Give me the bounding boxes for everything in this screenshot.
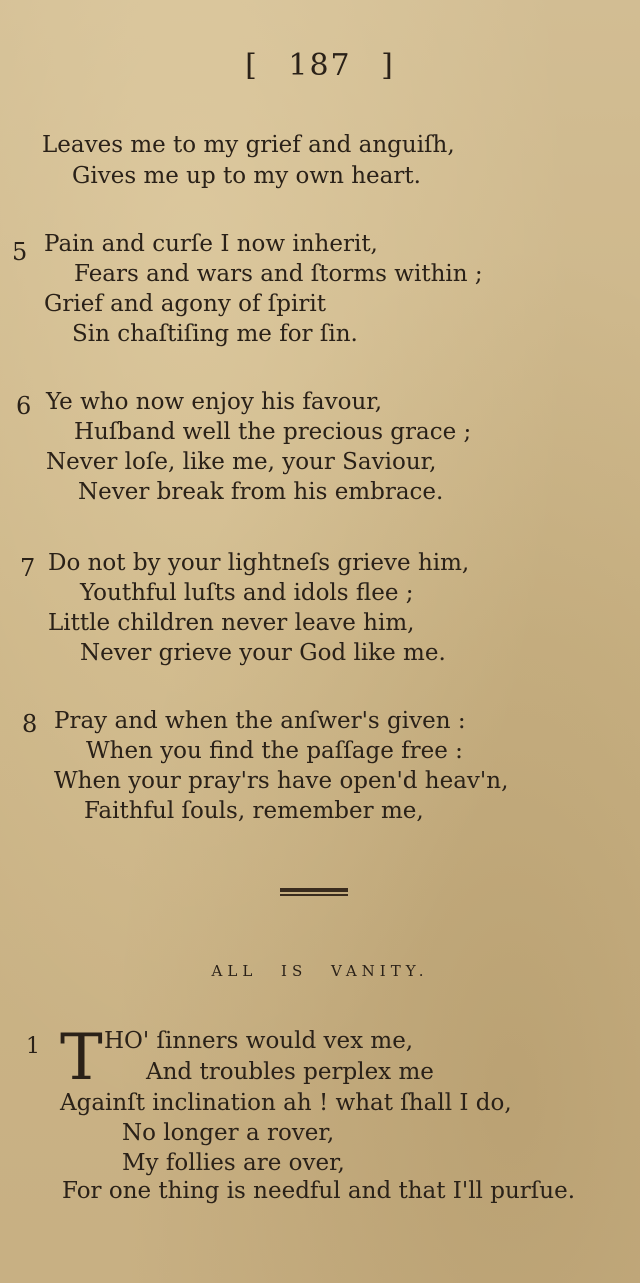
divider-rule-thin	[280, 894, 348, 896]
verse-line: Ye who now enjoy his favour,	[46, 389, 383, 415]
verse-line: Pray and when the anſwer's given :	[54, 708, 466, 734]
verse-line: No longer a rover,	[122, 1120, 335, 1146]
verse-line: Little children never leave him,	[48, 610, 415, 636]
page-number: [ 187 ]	[245, 48, 395, 83]
verse-line: Faithful ſouls, remember me,	[84, 798, 424, 824]
verse-line: Never break from his embrace.	[78, 479, 444, 505]
verse-line: For one thing is needful and that I'll purſue.	[62, 1178, 576, 1204]
verse-line: Pain and curſe I now inherit,	[44, 231, 378, 257]
drop-cap: T	[60, 1021, 103, 1095]
stanza-number: 7	[20, 554, 36, 582]
divider-rule-thick	[280, 888, 348, 892]
verse-line: Fears and wars and ſtorms within ;	[74, 261, 483, 287]
stanza-number: 1	[26, 1034, 40, 1059]
stanza-number: 6	[16, 392, 32, 420]
verse-line: Do not by your lightneſs grieve him,	[48, 550, 470, 576]
stanza-number: 5	[12, 238, 28, 266]
verse-line: Never loſe, like me, your Saviour,	[46, 449, 437, 475]
stanza-number: 8	[22, 710, 38, 738]
verse-line: Leaves me to my grief and anguiſh,	[42, 132, 455, 158]
verse-line: Sin chaſtiſing me for ſin.	[72, 321, 358, 347]
verse-line: Againſt inclination ah ! what ſhall I do,	[60, 1090, 512, 1116]
verse-line: Grief and agony of ſpirit	[44, 291, 326, 317]
verse-line: Youthful luſts and idols flee ;	[80, 580, 414, 606]
ornamental-divider	[280, 888, 348, 897]
verse-line: Gives me up to my own heart.	[72, 163, 421, 189]
verse-line: Huſband well the precious grace ;	[74, 419, 472, 445]
verse-line: HO' ſinners would vex me,	[104, 1028, 414, 1054]
verse-line: And troubles perplex me	[146, 1059, 434, 1085]
verse-line: When your pray'rs have open'd heav'n,	[54, 768, 509, 794]
verse-line: Never grieve your God like me.	[80, 640, 446, 666]
verse-line: When you find the paſſage free :	[86, 738, 463, 764]
verse-line: My follies are over,	[122, 1150, 345, 1176]
hymn-title: ALL IS VANITY.	[211, 962, 429, 980]
